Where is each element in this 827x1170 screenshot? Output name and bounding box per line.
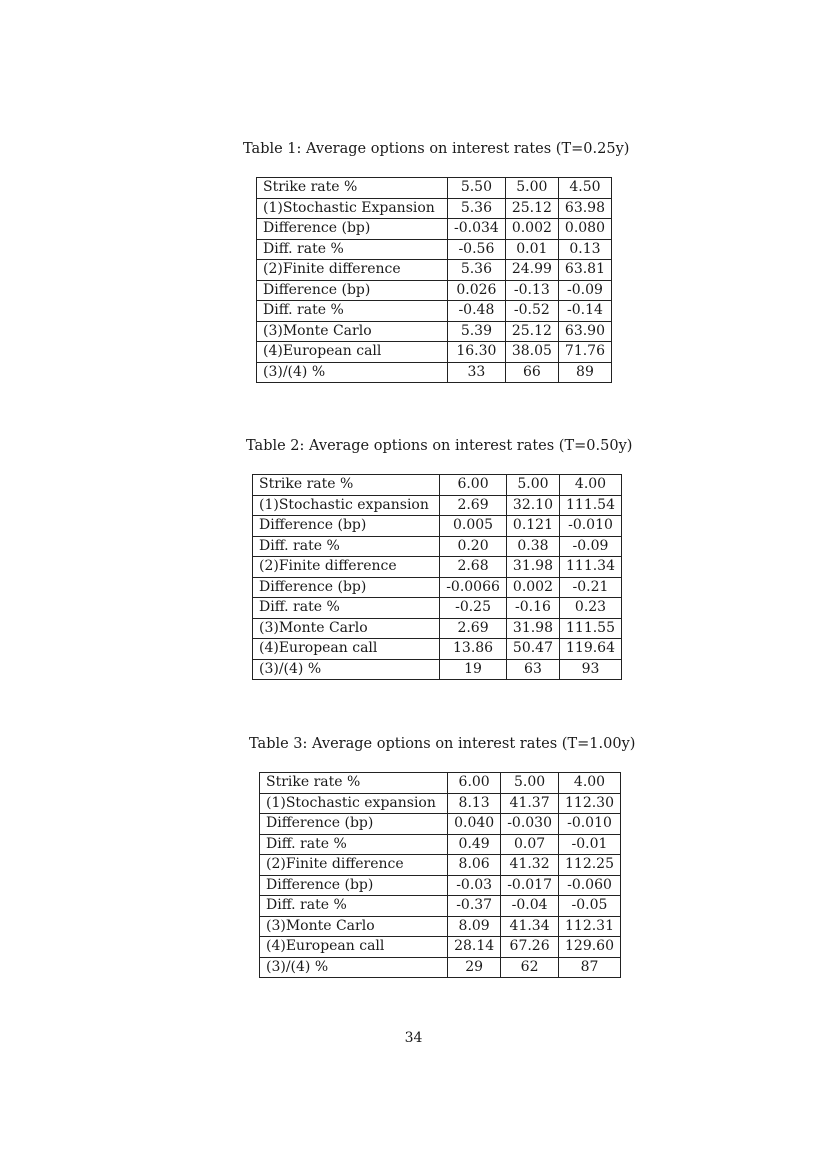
value-cell: 8.09 xyxy=(448,916,501,937)
row-label-cell: Diff. rate % xyxy=(260,896,448,917)
value-cell: 32.10 xyxy=(506,495,559,516)
value-cell: -0.14 xyxy=(558,301,611,322)
row-label-cell: Difference (bp) xyxy=(257,219,448,240)
value-cell: 67.26 xyxy=(501,937,559,958)
table-row xyxy=(253,516,622,537)
table-caption: Table 1: Average options on interest rates (T=0.25y) xyxy=(243,141,630,157)
table-row xyxy=(253,495,622,516)
table-row xyxy=(253,598,622,619)
table-row xyxy=(260,793,621,814)
row-label-cell: Diff. rate % xyxy=(260,834,448,855)
row-label-cell: (1)Stochastic Expansion xyxy=(257,198,448,219)
row-label-cell: (2)Finite difference xyxy=(260,855,448,876)
row-label-cell: Diff. rate % xyxy=(257,301,448,322)
table-row xyxy=(260,855,621,876)
table-caption: Table 3: Average options on interest rates (T=1.00y) xyxy=(249,736,636,752)
value-cell: -0.05 xyxy=(559,896,621,917)
value-cell: 89 xyxy=(558,362,611,383)
table-row xyxy=(257,260,612,281)
value-cell: 5.00 xyxy=(505,178,558,199)
row-label-cell: Strike rate % xyxy=(257,178,448,199)
data-table xyxy=(256,177,612,383)
table-row xyxy=(253,577,622,598)
row-label-cell: Diff. rate % xyxy=(253,536,440,557)
value-cell: 0.01 xyxy=(505,239,558,260)
row-label-cell: (3)Monte Carlo xyxy=(257,321,448,342)
table-row xyxy=(257,219,612,240)
value-cell: -0.03 xyxy=(448,875,501,896)
value-cell: 5.50 xyxy=(448,178,506,199)
value-cell: 111.55 xyxy=(560,618,622,639)
table-row xyxy=(253,536,622,557)
value-cell: 0.20 xyxy=(440,536,507,557)
value-cell: 63.90 xyxy=(558,321,611,342)
data-table xyxy=(259,772,621,978)
table-row xyxy=(253,659,622,680)
table-row xyxy=(257,362,612,383)
value-cell: -0.010 xyxy=(560,516,622,537)
value-cell: -0.16 xyxy=(506,598,559,619)
value-cell: 2.68 xyxy=(440,557,507,578)
table-row xyxy=(260,896,621,917)
value-cell: -0.37 xyxy=(448,896,501,917)
value-cell: 41.32 xyxy=(501,855,559,876)
value-cell: 63.81 xyxy=(558,260,611,281)
value-cell: 129.60 xyxy=(559,937,621,958)
value-cell: 6.00 xyxy=(448,773,501,794)
value-cell: 50.47 xyxy=(506,639,559,660)
value-cell: -0.21 xyxy=(560,577,622,598)
row-label-cell: (1)Stochastic expansion xyxy=(260,793,448,814)
value-cell: -0.13 xyxy=(505,280,558,301)
value-cell: -0.0066 xyxy=(440,577,507,598)
value-cell: 41.34 xyxy=(501,916,559,937)
table-3 xyxy=(249,736,635,978)
row-label-cell: Difference (bp) xyxy=(253,577,440,598)
value-cell: 87 xyxy=(559,957,621,978)
value-cell: 4.50 xyxy=(558,178,611,199)
value-cell: 0.13 xyxy=(558,239,611,260)
value-cell: -0.48 xyxy=(448,301,506,322)
value-cell: 2.69 xyxy=(440,495,507,516)
value-cell: 112.30 xyxy=(559,793,621,814)
row-label-cell: (3)/(4) % xyxy=(257,362,448,383)
value-cell: -0.060 xyxy=(559,875,621,896)
table-row xyxy=(260,916,621,937)
row-label-cell: Diff. rate % xyxy=(253,598,440,619)
table-row xyxy=(253,618,622,639)
value-cell: -0.04 xyxy=(501,896,559,917)
row-label-cell: (3)/(4) % xyxy=(260,957,448,978)
value-cell: 5.00 xyxy=(506,475,559,496)
row-label-cell: (3)/(4) % xyxy=(253,659,440,680)
data-table xyxy=(252,474,622,680)
value-cell: 0.002 xyxy=(506,577,559,598)
value-cell: -0.52 xyxy=(505,301,558,322)
value-cell: 25.12 xyxy=(505,321,558,342)
table-row xyxy=(257,239,612,260)
value-cell: 13.86 xyxy=(440,639,507,660)
table-row xyxy=(260,937,621,958)
table-1 xyxy=(243,141,629,383)
value-cell: 38.05 xyxy=(505,342,558,363)
value-cell: 29 xyxy=(448,957,501,978)
value-cell: 5.36 xyxy=(448,198,506,219)
value-cell: 0.49 xyxy=(448,834,501,855)
value-cell: 8.06 xyxy=(448,855,501,876)
row-label-cell: Diff. rate % xyxy=(257,239,448,260)
value-cell: 5.36 xyxy=(448,260,506,281)
row-label-cell: (4)European call xyxy=(253,639,440,660)
value-cell: 112.25 xyxy=(559,855,621,876)
value-cell: 0.07 xyxy=(501,834,559,855)
value-cell: 111.54 xyxy=(560,495,622,516)
value-cell: -0.017 xyxy=(501,875,559,896)
value-cell: -0.01 xyxy=(559,834,621,855)
table-row xyxy=(260,814,621,835)
value-cell: 4.00 xyxy=(559,773,621,794)
table-row xyxy=(253,557,622,578)
table-row xyxy=(260,773,621,794)
value-cell: 0.026 xyxy=(448,280,506,301)
table-row xyxy=(253,475,622,496)
row-label-cell: (2)Finite difference xyxy=(253,557,440,578)
value-cell: 2.69 xyxy=(440,618,507,639)
value-cell: -0.034 xyxy=(448,219,506,240)
row-label-cell: (4)European call xyxy=(257,342,448,363)
table-row xyxy=(260,957,621,978)
value-cell: 28.14 xyxy=(448,937,501,958)
value-cell: 5.39 xyxy=(448,321,506,342)
value-cell: 0.121 xyxy=(506,516,559,537)
value-cell: 16.30 xyxy=(448,342,506,363)
row-label-cell: (3)Monte Carlo xyxy=(260,916,448,937)
value-cell: 0.23 xyxy=(560,598,622,619)
table-row xyxy=(257,178,612,199)
row-label-cell: Strike rate % xyxy=(260,773,448,794)
value-cell: 4.00 xyxy=(560,475,622,496)
table-2 xyxy=(246,438,632,680)
row-label-cell: Difference (bp) xyxy=(260,875,448,896)
value-cell: -0.09 xyxy=(560,536,622,557)
value-cell: 31.98 xyxy=(506,618,559,639)
table-row xyxy=(253,639,622,660)
value-cell: 19 xyxy=(440,659,507,680)
value-cell: 93 xyxy=(560,659,622,680)
row-label-cell: Difference (bp) xyxy=(253,516,440,537)
table-caption: Table 2: Average options on interest rates (T=0.50y) xyxy=(246,438,633,454)
value-cell: -0.56 xyxy=(448,239,506,260)
value-cell: 71.76 xyxy=(558,342,611,363)
table-row xyxy=(257,342,612,363)
value-cell: 25.12 xyxy=(505,198,558,219)
row-label-cell: Strike rate % xyxy=(253,475,440,496)
value-cell: 0.002 xyxy=(505,219,558,240)
value-cell: 119.64 xyxy=(560,639,622,660)
value-cell: 6.00 xyxy=(440,475,507,496)
table-row xyxy=(257,280,612,301)
row-label-cell: Difference (bp) xyxy=(257,280,448,301)
value-cell: 41.37 xyxy=(501,793,559,814)
table-row xyxy=(260,875,621,896)
value-cell: 31.98 xyxy=(506,557,559,578)
table-row xyxy=(257,198,612,219)
table-row xyxy=(260,834,621,855)
row-label-cell: (3)Monte Carlo xyxy=(253,618,440,639)
value-cell: 111.34 xyxy=(560,557,622,578)
table-row xyxy=(257,321,612,342)
value-cell: 112.31 xyxy=(559,916,621,937)
value-cell: -0.09 xyxy=(558,280,611,301)
page-number: 34 xyxy=(404,1030,423,1046)
value-cell: 8.13 xyxy=(448,793,501,814)
row-label-cell: (4)European call xyxy=(260,937,448,958)
row-label-cell: (2)Finite difference xyxy=(257,260,448,281)
table-row xyxy=(257,301,612,322)
value-cell: 33 xyxy=(448,362,506,383)
value-cell: 62 xyxy=(501,957,559,978)
value-cell: 0.38 xyxy=(506,536,559,557)
value-cell: 63.98 xyxy=(558,198,611,219)
value-cell: 66 xyxy=(505,362,558,383)
value-cell: 24.99 xyxy=(505,260,558,281)
value-cell: -0.25 xyxy=(440,598,507,619)
row-label-cell: Difference (bp) xyxy=(260,814,448,835)
value-cell: 0.005 xyxy=(440,516,507,537)
value-cell: -0.010 xyxy=(559,814,621,835)
value-cell: 63 xyxy=(506,659,559,680)
value-cell: 0.040 xyxy=(448,814,501,835)
value-cell: -0.030 xyxy=(501,814,559,835)
value-cell: 0.080 xyxy=(558,219,611,240)
row-label-cell: (1)Stochastic expansion xyxy=(253,495,440,516)
value-cell: 5.00 xyxy=(501,773,559,794)
